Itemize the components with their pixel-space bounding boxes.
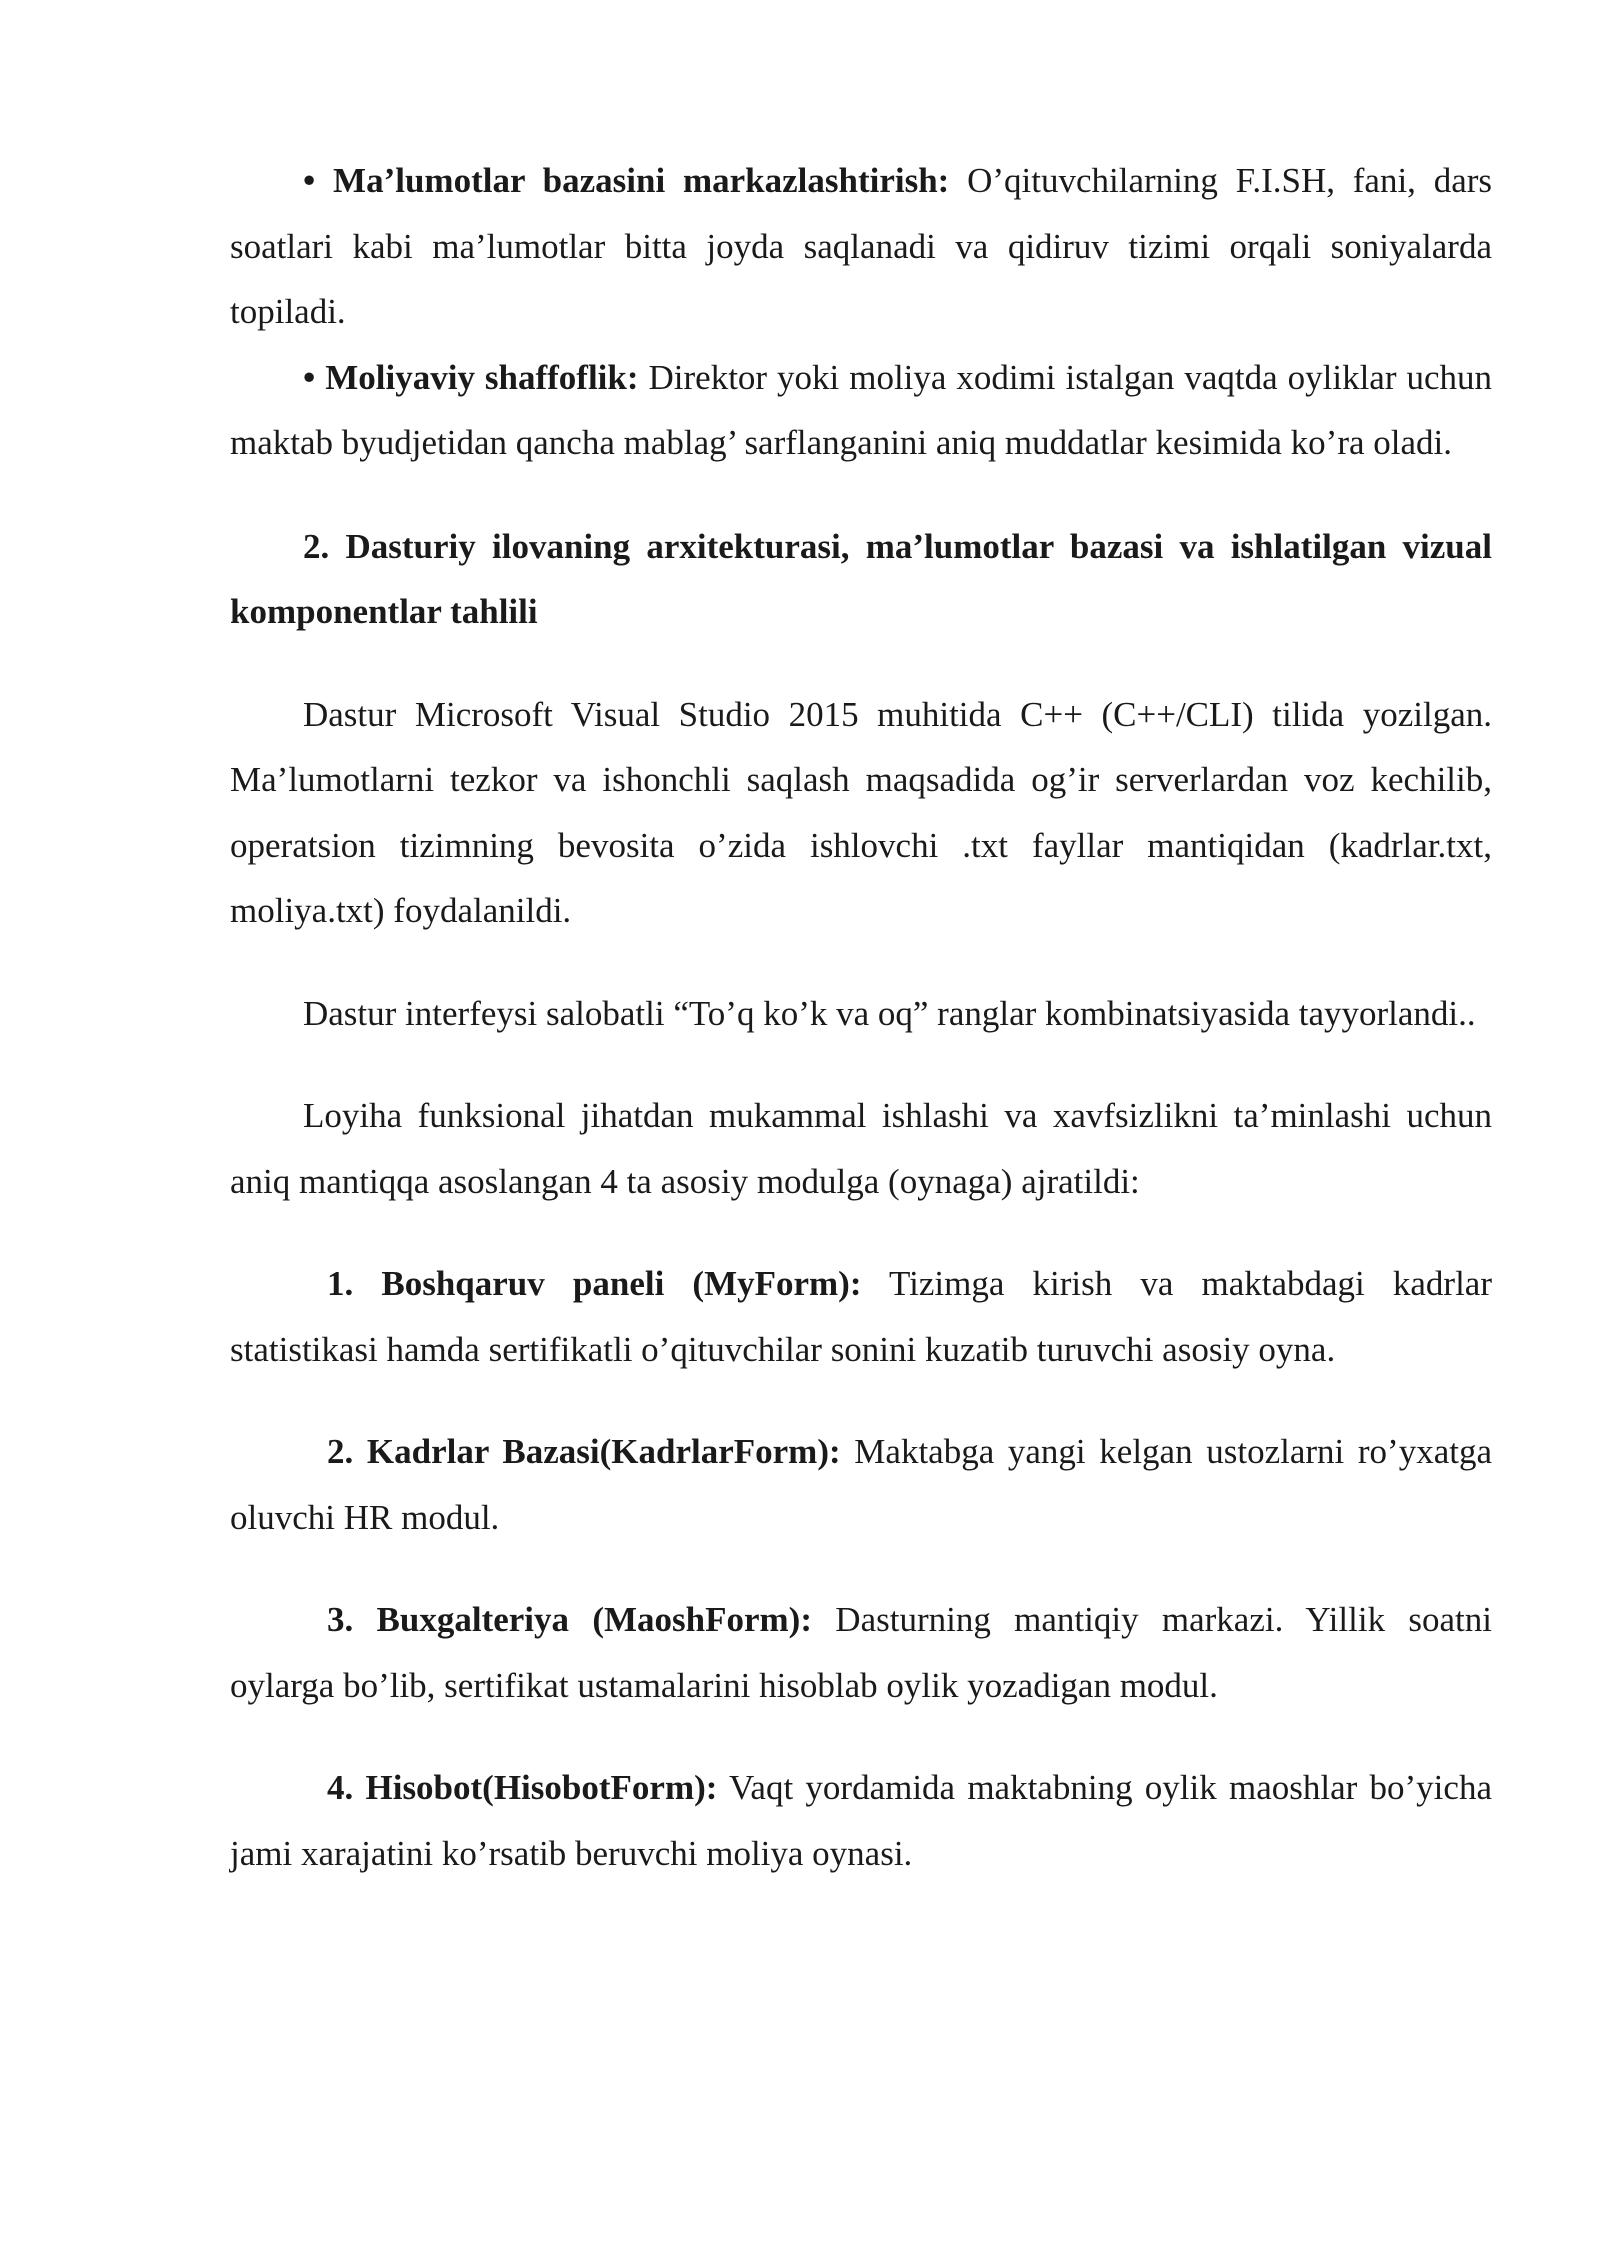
module-item-report bbox=[230, 1755, 1492, 1886]
module-text: Vaqt yordamida maktabning oylik maoshlar bo’yicha jami xarajatini ko’rsatib beruvchi moliya oynasi. bbox=[230, 1768, 1492, 1873]
module-item-staff-database bbox=[230, 1419, 1492, 1550]
paragraph-architecture: Dastur Microsoft Visual Studio 2015 muhitida C++ (C++/CLI) tilida yozilgan. Ma’lumotlarni tezkor va ishonchli saqlash maqsadida og’ir serverlardan voz kechilib, operatsion tizimning bevosita o’zida ishlovchi .txt fayllar mantiqidan (kadrlar.txt, moliya.txt) foydalanildi. bbox=[230, 694, 1492, 930]
paragraph-modules-intro: Loyiha funksional jihatdan mukammal ishlashi va xavfsizlikni ta’minlashi uchun aniq mantiqqa asoslangan 4 ta asosiy modulga (oynaga) ajratildi: bbox=[230, 1096, 1492, 1201]
bullet-title: Moliyaviy shaffoflik: bbox=[325, 357, 639, 397]
module-item-accounting bbox=[230, 1587, 1492, 1718]
module-title: 1. Boshqaruv paneli (MyForm): bbox=[327, 1264, 862, 1303]
bullet-item-transparency bbox=[230, 345, 1492, 476]
bullet-marker: • bbox=[303, 357, 316, 397]
module-title: 3. Buxgalteriya (MaoshForm): bbox=[327, 1600, 812, 1639]
module-text: Dasturning mantiqiy markazi. Yillik soatni oylarga bo’lib, sertifikat ustamalarini hisoblab oylik yozadigan modul. bbox=[230, 1600, 1492, 1705]
document-page bbox=[230, 148, 1492, 1886]
bullet-text: Direktor yoki moliya xodimi istalgan vaqtda oyliklar uchun maktab byudjetidan qancha mablag’ sarflanganini aniq muddatlar kesimida ko’ra oladi. bbox=[230, 357, 1492, 462]
module-text: Maktabga yangi kelgan ustozlarni ro’yxatga oluvchi HR modul. bbox=[230, 1432, 1492, 1537]
module-title: 4. Hisobot(HisobotForm): bbox=[327, 1768, 718, 1807]
module-item-dashboard bbox=[230, 1251, 1492, 1382]
bullet-item-centralization bbox=[230, 148, 1492, 345]
module-text: Tizimga kirish va maktabdagi kadrlar statistikasi hamda sertifikatli o’qituvchilar sonini kuzatib turuvchi asosiy oyna. bbox=[230, 1264, 1492, 1369]
paragraph-interface: Dastur interfeysi salobatli “To’q ko’k va oq” ranglar kombinatsiyasida tayyorlandi.. bbox=[303, 993, 1476, 1033]
section-heading: 2. Dasturiy ilovaning arxitekturasi, ma’lumotlar bazasi va ishlatilgan vizual komponentlar tahlili bbox=[230, 526, 1492, 631]
bullet-text: O’qituvchilarning F.I.SH, fani, dars soatlari kabi ma’lumotlar bitta joyda saqlanadi va qidiruv tizimi orqali soniyalarda topiladi. bbox=[230, 161, 1493, 331]
bullet-title: Ma’lumotlar bazasini markazlashtirish: bbox=[333, 161, 950, 200]
module-title: 2. Kadrlar Bazasi(KadrlarForm): bbox=[327, 1432, 841, 1471]
bullet-marker: • bbox=[303, 161, 316, 200]
